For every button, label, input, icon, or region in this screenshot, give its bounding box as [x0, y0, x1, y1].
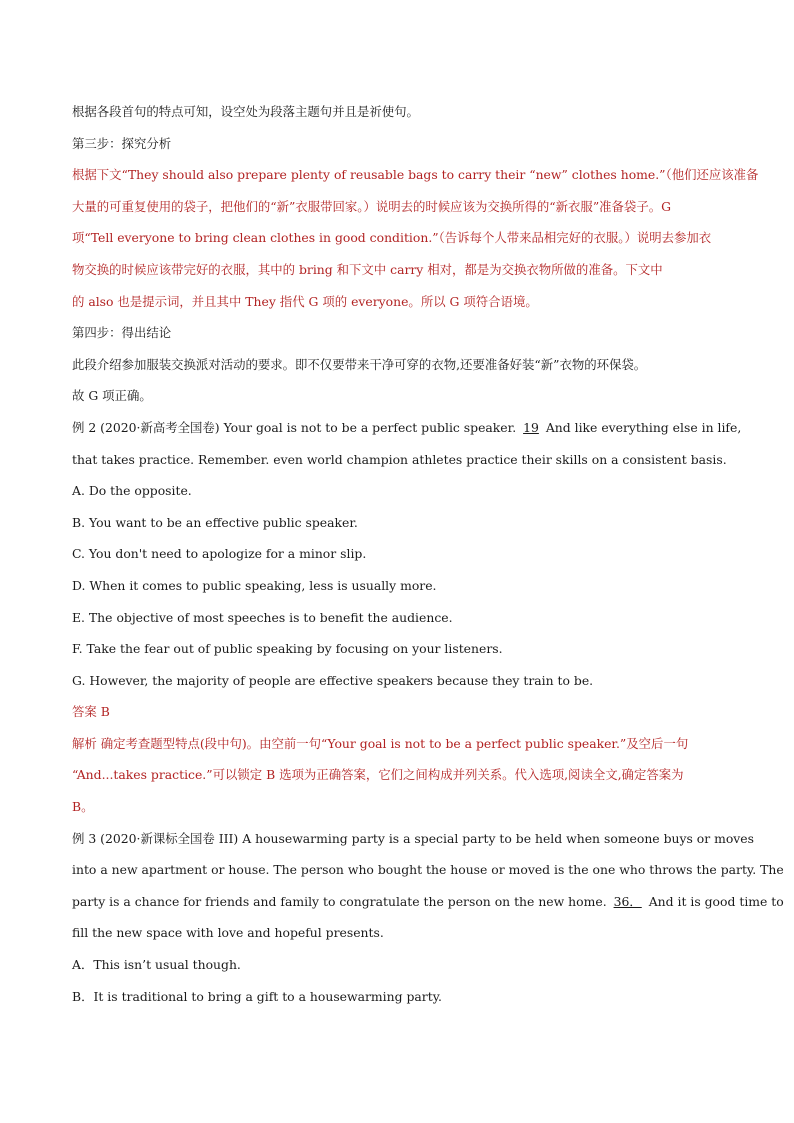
text-line: 的 also 也是提示词，并且其中 They 指代 G 项的 everyone。所以 G 项符合语境。	[72, 293, 538, 309]
text-line: G. However, the majority of people are effective speakers because they train to be.	[72, 672, 594, 688]
text-segment: And it is good time to	[644, 893, 784, 909]
text-line: “And...takes practice.”可以锁定 B 选项为正确答案，它们之间构成并列关系。代入选项,阅读全文,确定答案为	[72, 767, 684, 783]
text-line: 大量的可重复使用的袋子，把他们的“新”衣服带回家。）说明去的时候应该为交换所得的“新衣服”准备袋子。G	[72, 198, 672, 214]
text-line: A. Do the opposite.	[72, 483, 192, 499]
answer-blank: 19	[523, 419, 539, 435]
text-line: B. You want to be an effective public speaker.	[72, 514, 358, 530]
text-line: D. When it comes to public speaking, less is usually more.	[72, 577, 437, 593]
text-line: 第四步：得出结论	[72, 325, 172, 341]
text-line: 物交换的时候应该带完好的衣服，其中的 bring 和下文中 carry 相对，都是为交换衣物所做的准备。下文中	[72, 261, 663, 277]
text-line: F. Take the fear out of public speaking by focusing on your listeners.	[72, 641, 503, 657]
text-line: E. The objective of most speeches is to benefit the audience.	[72, 609, 453, 625]
answer-blank: 36．	[613, 893, 642, 909]
text-line: 第三步：探究分析	[72, 135, 172, 151]
text-line	[72, 412, 742, 444]
text-line	[72, 886, 784, 918]
text-segment: party is a chance for friends and family to congratulate the person on the new home.	[72, 893, 611, 909]
text-line: fill the new space with love and hopeful presents.	[72, 925, 384, 941]
text-line: 故 G 项正确。	[72, 388, 152, 404]
text-segment: And like everything else in life,	[541, 419, 742, 435]
text-line: 此段介绍参加服装交换派对活动的要求。即不仅要带来干净可穿的衣物,还要准备好装“新”衣物的环保袋。	[72, 356, 647, 372]
document-page	[72, 96, 784, 1012]
text-line: into a new apartment or house. The person who bought the house or moved is the one who throws the party. The	[72, 862, 784, 878]
text-line: A．This isn’t usual though.	[72, 957, 241, 973]
text-line: 根据各段首句的特点可知，设空处为段落主题句并且是祈使句。	[72, 104, 419, 119]
text-line: 例 3 (2020·新课标全国卷 III) A housewarming party is a special party to be held when someone buys or moves	[72, 830, 754, 846]
text-line: that takes practice. Remember. even world champion athletes practice their skills on a consistent basis.	[72, 451, 727, 467]
text-line: 项“Tell everyone to bring clean clothes in good condition.”（告诉每个人带来品相完好的衣服。）说明去参加衣	[72, 230, 712, 246]
text-line: 解析 确定考查题型特点(段中句)。由空前一句“Your goal is not to be a perfect public speaker.”及空后一句	[72, 735, 689, 751]
text-line: 答案 B	[72, 704, 110, 720]
text-line: 根据下文“They should also prepare plenty of reusable bags to carry their “new” clothes home.”（他们还应该准备	[72, 167, 759, 183]
text-line: B。	[72, 799, 94, 815]
text-line: B．It is traditional to bring a gift to a housewarming party.	[72, 988, 442, 1004]
text-segment: 例 2 (2020·新高考全国卷) Your goal is not to be a perfect public speaker.	[72, 419, 521, 435]
text-line: C. You don't need to apologize for a minor slip.	[72, 546, 367, 562]
